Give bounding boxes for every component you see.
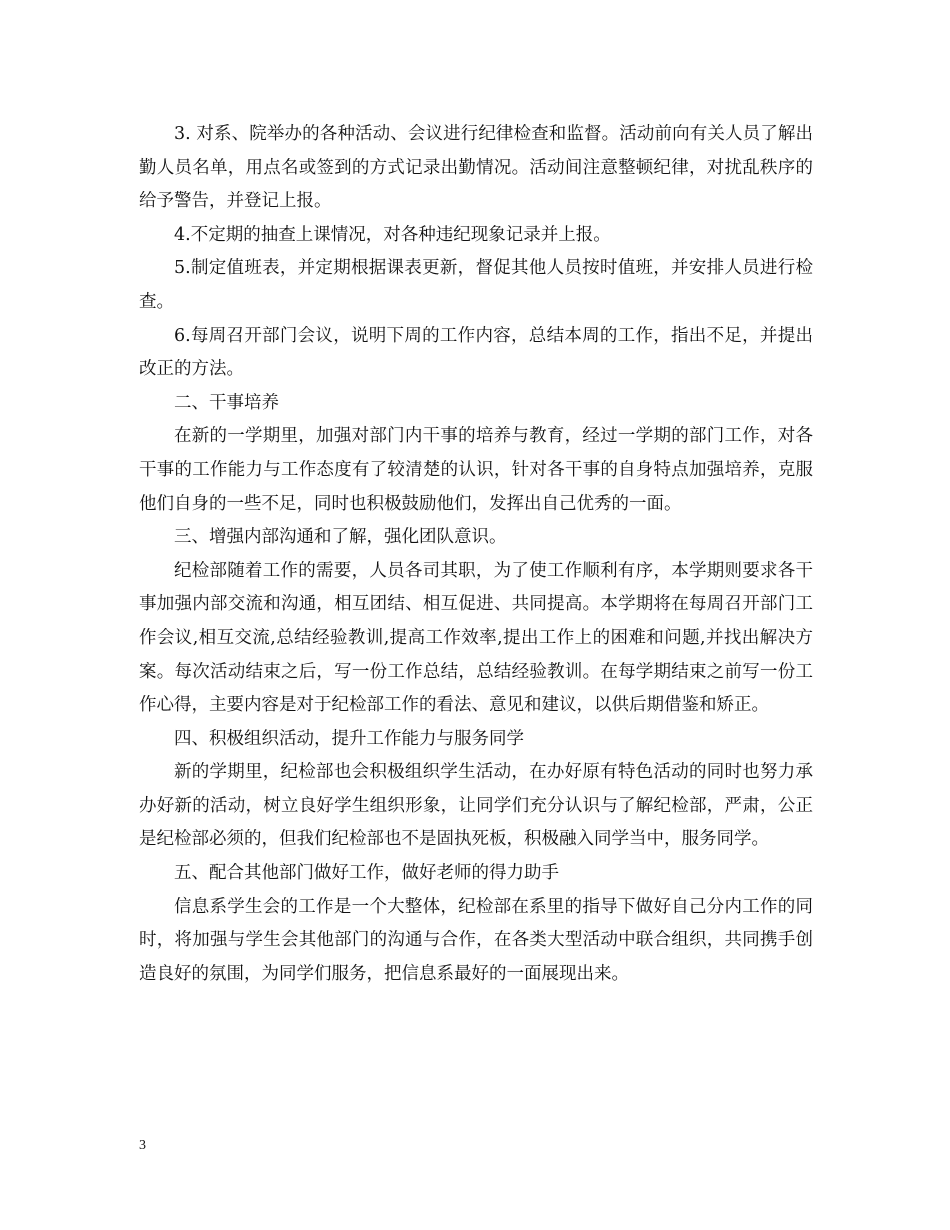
section-heading-2: 二、干事培养 <box>174 392 279 413</box>
section-heading-5: 五、配合其他部门做好工作，做好老师的得力助手 <box>174 863 559 884</box>
paragraph-item-4: 4.不定期的抽查上课情况，对各种违纪现象记录并上报。 <box>174 224 611 245</box>
section-heading-3: 三、增强内部沟通和了解，强化团队意识。 <box>174 527 507 548</box>
document-body <box>139 118 813 991</box>
paragraph-item-5: 5.制定值班表，并定期根据课表更新，督促其他人员按时值班，并安排人员进行检查。 <box>139 258 813 312</box>
page-number: 3 <box>139 1138 146 1153</box>
paragraph-staff-training: 在新的一学期里，加强对部门内干事的培养与教育，经过一学期的部门工作，对各干事的工作能力与工作态度有了较清楚的认识，针对各干事的自身特点加强培养，克服他们自身的一些不足，同时也积极鼓励他们，发挥出自己优秀的一面。 <box>139 426 813 514</box>
section-heading-4: 四、积极组织活动，提升工作能力与服务同学 <box>174 728 524 749</box>
paragraph-item-6: 6.每周召开部门会议，说明下周的工作内容，总结本周的工作，指出不足，并提出改正的方法。 <box>139 325 813 380</box>
paragraph-cooperation: 信息系学生会的工作是一个大整体，纪检部在系里的指导下做好自己分内工作的同时，将加强与学生会其他部门的沟通与合作，在各类大型活动中联合组织，共同携手创造良好的氛围，为同学们服务，把信息系最好的一面展现出来。 <box>139 896 813 984</box>
paragraph-organize-activities: 新的学期里，纪检部也会积极组织学生活动，在办好原有特色活动的同时也努力承办好新的活动，树立良好学生组织形象，让同学们充分认识与了解纪检部，严肃，公正是纪检部必须的，但我们纪检部也不是固执死板，积极融入同学当中，服务同学。 <box>139 762 813 850</box>
paragraph-internal-communication: 纪检部随着工作的需要，人员各司其职，为了使工作顺利有序，本学期则要求各干事加强内部交流和沟通，相互团结、相互促进、共同提高。本学期将在每周召开部门工作会议,相互交流,总结经验教训,提高工作效率,提出工作上的困难和问题,并找出解决方案。每次活动结束之后，写一份工作总结，总结经验教训。在每学期结束之前写一份工作心得，主要内容是对于纪检部工作的看法、意见和建议，以供后期借鉴和矫正。 <box>139 560 813 716</box>
paragraph-item-3: 3. 对系、院举办的各种活动、会议进行纪律检查和监督。活动前向有关人员了解出勤人员名单，用点名或签到的方式记录出勤情况。活动间注意整顿纪律，对扰乱秩序的给予警告，并登记上报。 <box>139 124 813 212</box>
